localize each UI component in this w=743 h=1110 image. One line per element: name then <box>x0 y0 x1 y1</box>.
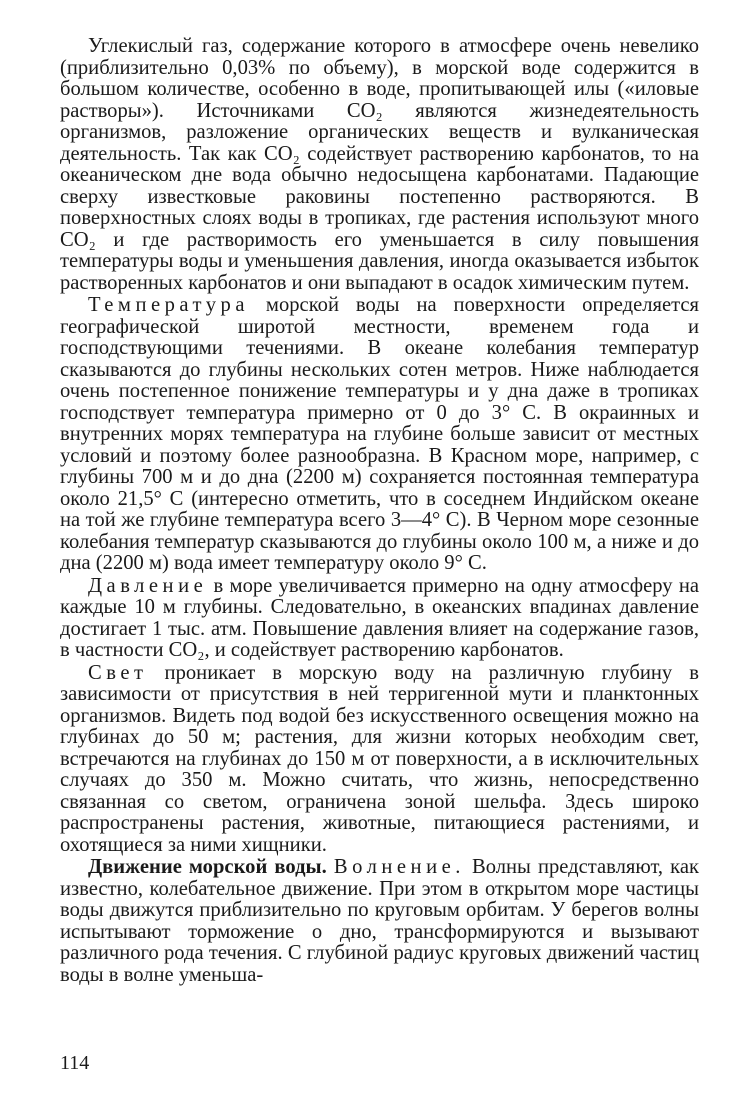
spaced-term-temperature: Температура <box>88 294 249 316</box>
spaced-term-light: Свет <box>88 661 148 684</box>
paragraph-text: проникает в морскую воду на различную глубину в зависимости от присутствия в ней терригенной мути и планктонных организмов. Видеть под водой без искусственного освещения можно на глубинах до 50 м; растения, для жизни которых необходим свет, встречаются на глубинах до 150 м от поверхности, а в исключительных случаях до 350 м. Можно считать, что жизнь, непосредственно связанная со светом, ограничена зоной шельфа. Здесь широко распространены растения, животные, питающиеся растениями, и охотящиеся за ними хищники. <box>60 661 699 856</box>
spaced-term-pressure: Давление <box>88 574 208 597</box>
body-text <box>60 36 699 986</box>
section-heading: Движение морской воды. <box>88 856 327 878</box>
paragraph-text: морской воды на поверхности определяется географической широтой местности, временем года и господствующими течениями. В океане колебания температур сказываются до глубины нескольких сотен метров. Ниже наблюдается очень постепенное понижение температуры и у дна даже в тропиках господствует температура примерно от 0 до 3° С. В окраинных и внутренних морях температура на глубине больше зависит от местных условий и поэтому более разнообразна. В Красном море, например, с глубины 700 м и до дна (2200 м) сохраняется постоянная температура около 21,5° С (интересно отметить, что в соседнем Индийском океане на той же глубине температура всего 3—4° С). В Черном море сезонные колебания температур сказываются до глубины около 100 м, а ниже и до дна (2200 м) вода имеет температуру около 9° С. <box>60 294 699 574</box>
paragraph-text: Углекислый газ, содержание которого в атмосфере очень невелико (приблизительно 0,03% по объему), в морской воде содержится в большом количестве, особенно в воде, пропитывающей илы («иловые растворы»). Источниками CO₂ являются жизнедеятельность организмов, разложение органических веществ и вулканическая деятельность. Так как CO₂ содействует растворению карбонатов, то на океаническом дне вода обычно недосыщена карбонатами. Падающие сверху известковые раковины постепенно растворяются. В поверхностных слоях воды в тропиках, где растения используют много CO₂ и где растворимость его уменьшается в силу повышения температуры воды и уменьшения давления, иногда оказывается избыток растворенных карбонатов и они выпадают в осадок химическим путем. <box>60 35 699 294</box>
paragraph-carbon-dioxide <box>60 36 699 294</box>
paragraph-pressure <box>60 576 699 662</box>
paragraph-text: в море увеличивается примерно на одну атмосферу на каждые 10 м глубины. Следовательно, в океанских впадинах давление достигает 1 тыс. атм. Повышение давления влияет на содержание газов, в частности CO₂, и содействует растворению карбонатов. <box>60 574 699 661</box>
page-number: 114 <box>60 1052 90 1074</box>
paragraph-light <box>60 663 699 857</box>
paragraph-temperature <box>60 295 699 575</box>
spaced-term-waves: Волнение. <box>333 856 465 878</box>
paragraph-water-movement <box>60 857 699 986</box>
paragraph-text: Волны представляют, как известно, колебательное движение. При этом в открытом море частицы воды движутся приблизительно по круговым орбитам. У берегов волны испытывают торможение о дно, трансформируются и вызывают различного рода течения. С глубиной радиус круговых движений частиц воды в волне уменьша- <box>60 856 699 986</box>
